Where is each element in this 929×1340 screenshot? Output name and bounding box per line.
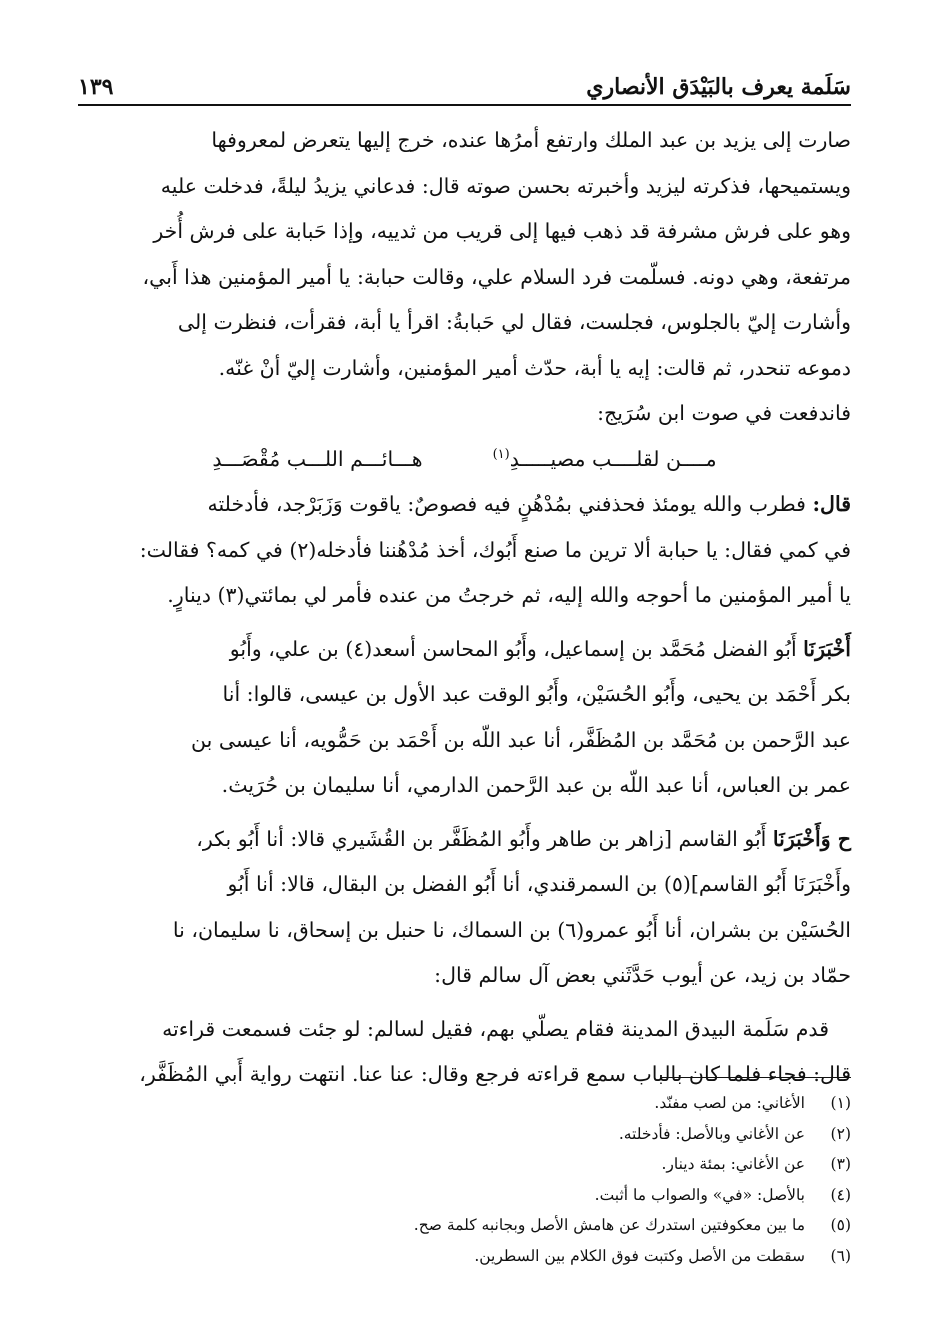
text-line: مرتفعة، وهي دونه. فسلّمت فرد السلام علي، وقالت حبابة: يا أمير المؤمنين هذا أَبي، — [142, 264, 851, 289]
footnote-text: بالأصل: «في» والصواب ما أثبت. — [594, 1185, 805, 1204]
lead-word: قال: — [812, 492, 851, 516]
text-line: عبد الرَّحمن بن مُحَمَّد بن المُظَفَّر، أنا عبد اللّه بن أَحْمَد بن حَمُّويه، أنا عيسى بن — [191, 727, 851, 752]
text-line: حمّاد بن زيد، عن أيوب حَدَّثَني بعض آل سالم قال: — [434, 963, 851, 987]
text-line: قدم سَلَمة البيدق المدينة فقام يصلّي بهم، فقيل لسالم: لو جئت فسمعت قراءته — [162, 1016, 829, 1041]
text-span: أَبُو الفضل مُحَمَّد بن إسماعيل، وأَبُو المحاسن أسعد(٤) بن علي، وأَبُو — [229, 636, 804, 661]
running-title: سَلَمة يعرف بالبَيْدَق الأنصاري — [586, 74, 851, 100]
verse-hemistich-left: هـــائـــم اللـــب مُقْصَـــدِ — [212, 446, 423, 471]
footnote-number: (٦) — [830, 1246, 851, 1265]
text-line: في كمي فقال: يا حبابة ألا ترين ما صنع أَبُوك، أخذ مُدْهُننا فأدخله(٢) في كمه؟ فقالت: — [139, 537, 851, 562]
footnote — [78, 1119, 851, 1150]
footnote-separator — [661, 1077, 851, 1078]
text-span: أَبُو القاسم [زاهر بن طاهر وأَبُو المُظَفَّر بن القُشَيري قالا: أنا أَبُو بكر، — [196, 826, 773, 851]
text-line: عمر بن العباس، أنا عبد اللّه بن عبد الرَّحمن الدارمي، أنا سليمان بن حُرَيث. — [221, 773, 851, 797]
text-line — [78, 482, 851, 528]
text-line — [78, 817, 851, 863]
running-header — [78, 60, 851, 100]
text-line — [78, 627, 851, 673]
footnote-number: (٤) — [830, 1185, 851, 1204]
footnote-number: (١) — [830, 1094, 851, 1112]
text-line: بكر أَحْمَد بن يحيى، وأَبُو الحُسَيْن، وأَبُو الوقت عبد الأول بن عيسى، قالوا: أنا — [222, 682, 851, 706]
text-line: فاندفعت في صوت ابن سُرَيج: — [597, 401, 851, 425]
footnote — [78, 1180, 851, 1211]
text-line: وأَخْبَرَنَا أَبُو القاسم](٥) بن السمرقندي، أنا أَبُو الفضل بن البقال، قالا: أنا أَبُو — [227, 872, 851, 896]
footnote-text: ما بين معكوفتين استدرك عن هامش الأصل وبجانبه كلمة صح. — [413, 1216, 805, 1234]
text-line: الحُسَيْن بن بشران، أنا أَبُو عمرو(٦) بن السماك، نا حنبل بن إسحاق، نا سليمان، نا — [172, 917, 851, 942]
lead-word: ح وَأَخْبَرَنَا — [772, 826, 851, 851]
footnote-text: عن الأغاني وبالأصل: فأدخلته. — [618, 1124, 805, 1143]
footnotes — [78, 1088, 851, 1271]
footnote-text: سقطت من الأصل وكتبت فوق الكلام بين السطرين. — [474, 1246, 805, 1265]
poem-verse — [78, 437, 851, 483]
footnote-text: عن الأغاني: بمئة دينار. — [661, 1155, 805, 1173]
verse-hemistich-right — [493, 437, 717, 483]
lead-word: أَخْبَرَنَا — [803, 636, 851, 661]
text-line: ويستميحها، فذكرته ليزيد وأخبرته بحسن صوته قال: فدعاني يزيدُ ليلةً، فدخلت عليه — [160, 173, 851, 198]
text-line: وهو على فرش مشرفة قد ذهب فيها إلى قريب من ثدييه، وإذا حَبابة على فرش أُخر — [153, 219, 851, 243]
footnote — [78, 1088, 851, 1119]
verse-right-text: مــــن لقلــــب مصيـــــدِ — [509, 446, 717, 471]
footnote — [78, 1241, 851, 1272]
header-rule — [78, 104, 851, 106]
footnote — [78, 1149, 851, 1180]
text-span: فطرب والله يومئذ فحذفني بمُدْهُنٍ فيه فصوصٌ: ياقوت وَزَبَرْجد، فأدخلته — [207, 492, 813, 516]
footnote-ref: (١) — [492, 446, 510, 462]
footnote-number: (٢) — [830, 1124, 851, 1143]
footnote-number: (٣) — [830, 1155, 851, 1173]
text-line: وأشارت إليّ بالجلوس، فجلست، فقال لي حَبابةُ: اقرأ يا أبة، فقرأت، فنظرت إلى — [177, 310, 851, 334]
footnote-text: الأغاني: من لصب مفنّد. — [654, 1094, 805, 1112]
text-line: صارت إلى يزيد بن عبد الملك وارتفع أمرُها عنده، خرج إليها يتعرض لمعروفها — [211, 128, 851, 152]
main-text — [78, 118, 851, 1098]
text-line: قال: فجاء فلما كان بالباب سمع قراءته فرجع وقال: عنا عنا. انتهت رواية أَبي المُظَفَّر، — [139, 1062, 851, 1086]
text-line: دموعه تنحدر، ثم قالت: إيه يا أبة، حدّث أمير المؤمنين، وأشارت إليّ أنْ غنّه. — [218, 355, 851, 380]
footnote-number: (٥) — [830, 1216, 851, 1234]
footnote — [78, 1210, 851, 1241]
page-number: ١٣٩ — [78, 74, 114, 100]
text-line: يا أمير المؤمنين ما أحوجه والله إليه، ثم خرجتُ من عنده فأمر لي بمائتي(٣) دينارٍ. — [167, 583, 851, 607]
